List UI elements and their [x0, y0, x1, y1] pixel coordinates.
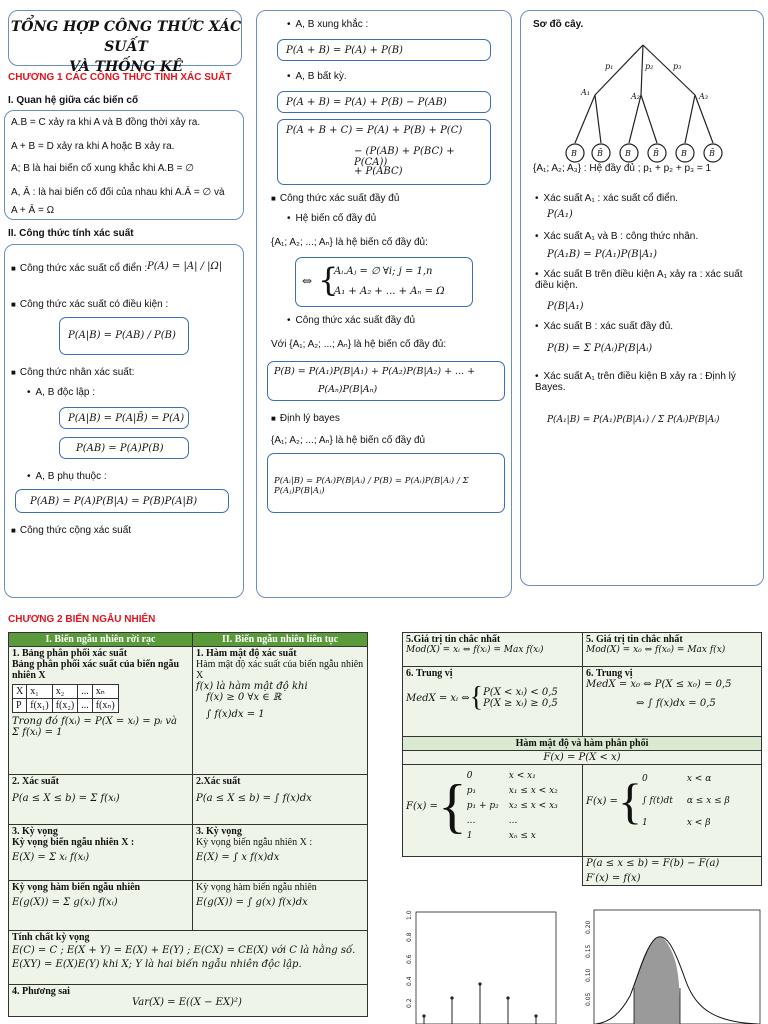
- independent-formula-2: P(AB) = P(A)P(B): [76, 443, 164, 454]
- cdf-dc-4: xₙ ≤ x: [508, 830, 536, 841]
- complete-system-f2: A₁ + A₂ + ... + Aₙ = Ω: [334, 286, 445, 297]
- chapter1-heading: CHƯƠNG 1 CÁC CÔNG THỨC TÍNH XÁC SUẤT: [8, 72, 232, 83]
- cdf-c-1: ∫ f(t)dt: [641, 796, 673, 806]
- continuous-func-expect-formula: E(g(X)) = ∫ g(x) f(x)dx: [196, 897, 308, 908]
- cdf-continuous-brace: {: [617, 773, 642, 829]
- tree-p3: p₃: [673, 62, 682, 71]
- median-discrete-2: P(X ≥ xᵢ) ≥ 0,5: [483, 698, 558, 709]
- item-5: • Xác suất A₁ trên điều kiện B xảy ra : Định lý Bayes.: [535, 371, 759, 393]
- section1-heading: I. Quan hệ giữa các biến cố: [8, 95, 139, 106]
- cdf-d-4: 1: [466, 830, 473, 841]
- three-formula-2: − (P(AB) + P(BC) + P(CA)): [354, 146, 455, 168]
- discrete-distribution-title: 1. Bảng phân phối xác suất: [12, 648, 128, 659]
- median-continuous-1: MedX = x₀ ⇔ P(X ≤ x₀) = 0,5: [586, 679, 732, 690]
- cdf-prop-2: F′(x) = f(x): [586, 873, 641, 884]
- pdf-plot: [580, 906, 764, 1024]
- pmf-tick-1: 1.0: [406, 910, 413, 920]
- pmf-tick-2: 0.8: [406, 932, 413, 942]
- pdf-tick-2: 0.15: [585, 944, 592, 958]
- cdf-dc-3: ...: [508, 815, 518, 826]
- distribution-table: [402, 632, 762, 886]
- tree-a3: A₃: [699, 92, 708, 101]
- discrete-expect-title: 3. Kỳ vọng: [12, 826, 58, 837]
- conditional-formula: P(A|B) = P(AB) / P(B): [68, 330, 176, 341]
- median-discrete-title: 6. Trung vị: [406, 668, 453, 679]
- tree-a1: A₁: [581, 88, 590, 97]
- pmf-sum: Σ f(xᵢ) = 1: [12, 727, 63, 738]
- median-discrete-lhs: MedX = xᵢ ⇔: [406, 692, 470, 704]
- complete-system-arrow: ⇔: [302, 274, 313, 288]
- cdf-d-3: ...: [466, 815, 476, 826]
- pdf-tick-1: 0.20: [585, 920, 592, 934]
- right-panel: [520, 10, 764, 586]
- bayes-def: {A₁; A₂; ...; Aₙ} là hệ biến cố đầy đủ: [271, 435, 426, 446]
- tree-heading: Sơ đồ cây.: [533, 19, 584, 30]
- expect-properties-1: E(C) = C ; E(X + Y) = E(X) + E(Y) ; E(CX) = CE(X) với C là hằng số.: [12, 945, 356, 956]
- pmf-tick-3: 0.6: [406, 954, 413, 964]
- median-discrete-cell: [403, 667, 583, 737]
- three-formula-3: + P(ABC): [354, 166, 403, 177]
- tree-leaf-4: B̄: [653, 149, 659, 158]
- continuous-expect-title: 3. Kỳ vọng: [196, 826, 242, 837]
- relation-5: A + Ā = Ω: [11, 205, 55, 216]
- pmf-x-3: ...: [78, 685, 93, 699]
- mode-continuous-cell: [583, 633, 762, 667]
- continuous-prob-title: 2.Xác suất: [196, 776, 241, 787]
- continuous-prob-formula: P(a ≤ X ≤ b) = ∫ f(x)dx: [196, 793, 312, 804]
- classic-formula: P(A) = |A| / |Ω|: [147, 261, 223, 272]
- independent-formula-1: P(A|B) = P(A|B̄) = P(A): [68, 413, 185, 424]
- discrete-prob-title: 2. Xác suất: [12, 776, 59, 787]
- random-variable-table: [8, 632, 368, 1017]
- mode-discrete-cell: [403, 633, 583, 667]
- discrete-func-expect-cell: [9, 881, 193, 931]
- cdf-def: F(x) = P(X < x): [543, 752, 621, 763]
- continuous-func-expect-title: Kỳ vọng hàm biến ngẫu nhiên: [196, 882, 317, 893]
- median-continuous-2: ⇔ ∫ f(x)dx = 0,5: [636, 698, 716, 709]
- dependent-formula: P(AB) = P(A)P(B|A) = P(B)P(A|B): [30, 496, 198, 507]
- mode-discrete-formula: Mod(X) = xᵢ ⇔ f(xᵢ) = Max f(xᵢ): [406, 645, 544, 655]
- bayes-formula-box: [267, 453, 505, 513]
- any-label: • A, B bất kỳ.: [287, 71, 347, 82]
- complete-system-f1: Aᵢ.Aⱼ = ∅ ∀i; j = 1,n: [334, 266, 433, 277]
- relations-box: [4, 110, 244, 220]
- pmf-plot: [400, 906, 560, 1024]
- exclusive-label: • A, B xung khắc :: [287, 19, 368, 30]
- discrete-prob-formula: P(a ≤ X ≤ b) = Σ f(xᵢ): [12, 793, 120, 804]
- cdf-dc-0: x < x₁: [508, 770, 536, 781]
- relation-4: A, Ā : là hai biến cố đối của nhau khi A.Ā = ∅ và: [11, 187, 225, 198]
- expect-properties-2: E(XY) = E(X)E(Y) khi X; Y là hai biến ngẫu nhiên độc lập.: [12, 959, 302, 970]
- cdf-continuous-cell: [583, 765, 762, 857]
- pmf-table: [12, 684, 119, 713]
- pmf-x-1: x₁: [27, 685, 52, 699]
- density-cond: f(x) là hàm mật độ khi: [196, 681, 308, 692]
- page-title: [9, 17, 243, 77]
- item-1: • Xác suất A₁ : xác suất cổ điển.: [535, 193, 678, 204]
- item-4: • Xác suất B : xác suất đầy đủ.: [535, 321, 673, 332]
- continuous-header: II. Biến ngẫu nhiên liên tục: [193, 633, 368, 647]
- density-title: 1. Hàm mật độ xác suất: [196, 648, 297, 659]
- title-box: [8, 10, 242, 75]
- pdf-tick-3: 0.10: [585, 968, 592, 982]
- complete-system-label: • Hệ biến cố đầy đủ: [287, 213, 376, 224]
- cdf-def-cell: [403, 751, 762, 765]
- continuous-expect-sub: Kỳ vọng biến ngẫu nhiên X :: [196, 837, 313, 848]
- item-2: • Xác suất A₁ và B : công thức nhân.: [535, 231, 698, 242]
- cdf-cc-1: α ≤ x ≤ β: [686, 796, 730, 806]
- pmf-tick-4: 0.4: [406, 976, 413, 986]
- relation-3: A; B là hai biến cố xung khắc khi A.B = ∅: [11, 163, 194, 174]
- mode-continuous-title: 5. Giá trị tin chắc nhất: [586, 634, 683, 645]
- tree-leaf-1: B: [571, 149, 577, 158]
- tree-leaf-3: B: [625, 149, 631, 158]
- classic-label: ■ Công thức xác suất cổ điển :: [11, 263, 147, 274]
- cdf-d-2: p₁ + p₂: [466, 800, 499, 811]
- three-formula-box: [277, 119, 491, 185]
- relation-1: A.B = C xảy ra khi A và B đồng thời xảy ra.: [11, 117, 201, 128]
- exclusive-formula-box: [277, 39, 491, 61]
- cdf-prop-1: P(a ≤ x ≤ b) = F(b) − F(a): [586, 858, 720, 869]
- mode-discrete-title: 5.Giá trị tin chắc nhất: [406, 634, 501, 645]
- pmf-x-2: x₂: [52, 685, 77, 699]
- pmf-p-4: f(xₙ): [92, 699, 118, 713]
- addition-label: ■ Công thức cộng xác suất: [11, 525, 131, 536]
- cdf-c-2: 1: [641, 818, 648, 828]
- title-line1: TỔNG HỢP CÔNG THỨC XÁC SUẤT: [10, 19, 242, 55]
- cdf-dc-2: x₂ ≤ x < x₃: [508, 800, 558, 811]
- any-formula: P(A + B) = P(A) + P(B) − P(AB): [286, 97, 447, 108]
- continuous-func-expect-cell: [193, 881, 368, 931]
- pdf-tick-4: 0.05: [585, 992, 592, 1006]
- complete-system-brace: {: [318, 261, 339, 299]
- conditional-formula-box: [59, 317, 189, 355]
- discrete-expect-formula: E(X) = Σ xᵢ f(xᵢ): [12, 852, 90, 863]
- item-2-formula: P(A₁B) = P(A₁)P(B|A₁): [547, 249, 658, 260]
- three-formula-1: P(A + B + C) = P(A) + P(B) + P(C): [286, 125, 463, 136]
- title-line2: VÀ THỐNG KÊ: [69, 59, 183, 75]
- pmf-x-0: X: [13, 685, 27, 699]
- tree-diagram: [561, 41, 741, 171]
- item-4-formula: P(B) = Σ P(Aᵢ)P(B|Aᵢ): [547, 343, 653, 354]
- density-cond-2: ∫ f(x)dx = 1: [206, 709, 265, 720]
- cdf-d-1: p₁: [466, 785, 477, 796]
- mode-continuous-formula: Mod(X) = x₀ ⇔ f(x₀) = Max f(x): [586, 645, 726, 655]
- discrete-distribution-sub: Bảng phân phối xác suất của biến ngẫu nhiên X: [12, 659, 180, 681]
- cdf-dc-1: x₁ ≤ x < x₂: [508, 785, 558, 796]
- expect-properties-cell: [9, 931, 368, 985]
- middle-panel: [256, 10, 512, 598]
- continuous-expect-cell: [193, 825, 368, 881]
- discrete-expect-sub: Kỳ vọng biến ngẫu nhiên X :: [12, 837, 135, 848]
- bayes-formula: P(Aᵢ|B) = P(Aᵢ)P(B|Aᵢ) / P(B) = P(Aᵢ)P(B|Aᵢ) / Σ P(Aⱼ)P(B|Aⱼ): [274, 476, 469, 496]
- median-continuous-cell: [583, 667, 762, 737]
- dependent-label: • A, B phụ thuộc :: [27, 471, 107, 482]
- discrete-func-expect-formula: E(g(X)) = Σ g(xᵢ) f(xᵢ): [12, 897, 118, 908]
- item-3-formula: P(B|A₁): [547, 301, 584, 312]
- complete-system-note: {A₁; A₂; A₃} : Hệ đầy đủ ; p₁ + p₂ + p₃ = 1: [533, 163, 712, 174]
- cdf-header-text: Hàm mật độ và hàm phân phối: [515, 738, 649, 749]
- total-prob-formula-box: [267, 361, 505, 401]
- multiplication-label: ■ Công thức nhân xác suất:: [11, 367, 134, 378]
- discrete-prob-cell: [9, 775, 193, 825]
- section2-heading: II. Công thức tính xác suất: [8, 228, 134, 239]
- tree-leaf-5: B: [681, 149, 687, 158]
- cdf-c-0: 0: [641, 774, 648, 784]
- cdf-cc-0: x < α: [686, 774, 712, 784]
- total-prob-formula-1: P(B) = P(A₁)P(B|A₁) + P(A₂)P(B|A₂) + ... +: [274, 366, 476, 377]
- item-3: • Xác suất B trên điều kiện A₁ xảy ra : xác suất điều kiện.: [535, 269, 759, 291]
- cdf-cc-2: x < β: [686, 818, 711, 828]
- pmf-p-3: ...: [78, 699, 93, 713]
- tree-a2: A₂: [631, 92, 640, 101]
- median-brace: {: [469, 682, 484, 713]
- continuous-prob-cell: [193, 775, 368, 825]
- total-prob-sub-label: • Công thức xác suất đầy đủ: [287, 315, 415, 326]
- discrete-expect-cell: [9, 825, 193, 881]
- empty-cell: [403, 857, 583, 886]
- dependent-formula-box: [15, 489, 229, 513]
- bayes-label: ■ Định lý bayes: [271, 413, 340, 424]
- tree-p2: p₂: [645, 62, 654, 71]
- total-prob-label: ■ Công thức xác suất đầy đủ: [271, 193, 399, 204]
- continuous-expect-formula: E(X) = ∫ x f(x)dx: [196, 852, 280, 863]
- density-sub: Hàm mật độ xác suất của biến ngẫu nhiên X: [196, 659, 364, 681]
- total-prob-with: Với {A₁; A₂; ...; Aₙ} là hệ biến cố đầy đủ:: [271, 339, 447, 350]
- pmf-p-0: P: [13, 699, 27, 713]
- independent-formula-box-2: [59, 437, 189, 459]
- continuous-density-cell: [193, 647, 368, 775]
- cdf-discrete-lhs: F(x) =: [406, 800, 438, 812]
- cdf-d-0: 0: [466, 770, 473, 781]
- median-discrete-1: P(X < xᵢ) < 0,5: [483, 687, 558, 698]
- item-5-formula: P(A₁|B) = P(A₁)P(B|A₁) / Σ P(Aᵢ)P(B|Aᵢ): [547, 415, 720, 425]
- cdf-discrete-brace: {: [437, 773, 467, 839]
- item-1-formula: P(A₁): [547, 209, 573, 220]
- total-prob-formula-2: P(Aₙ)P(B|Aₙ): [318, 384, 378, 395]
- chapter2-heading: CHƯƠNG 2 BIẾN NGẪU NHIÊN: [8, 614, 156, 625]
- density-cond-1: f(x) ≥ 0 ∀x ∈ ℝ: [206, 692, 282, 703]
- pmf-p-1: f(x₁): [27, 699, 52, 713]
- discrete-header: I. Biến ngẫu nhiên rời rạc: [9, 633, 193, 647]
- relation-2: A + B = D xảy ra khi A hoặc B xảy ra.: [11, 141, 175, 152]
- variance-formula: Var(X) = E((X − EX)²): [132, 997, 242, 1008]
- conditional-label: ■ Công thức xác suất có điều kiện :: [11, 299, 168, 310]
- variance-title: 4. Phương sai: [12, 986, 70, 997]
- cdf-props-cell: [583, 857, 762, 886]
- cdf-discrete-cell: [403, 765, 583, 857]
- independent-label: • A, B độc lập :: [27, 387, 95, 398]
- discrete-func-expect-title: Kỳ vọng hàm biến ngẫu nhiên: [12, 882, 141, 893]
- pmf-tick-5: 0.2: [406, 998, 413, 1008]
- complete-system-def: {A₁; A₂; ...; Aₙ} là hệ biến cố đầy đủ:: [271, 237, 428, 248]
- variance-cell: [9, 985, 368, 1017]
- pmf-note: Trong đó f(xᵢ) = P(X = xᵢ) = pᵢ và: [12, 716, 177, 727]
- any-formula-box: [277, 91, 491, 113]
- independent-formula-box-1: [59, 407, 189, 429]
- formulas-box: [4, 244, 244, 598]
- tree-leaf-2: B̄: [597, 149, 603, 158]
- complete-system-box: [295, 257, 473, 307]
- discrete-distribution-cell: [9, 647, 193, 775]
- expect-properties-title: Tính chất kỳ vọng: [12, 932, 90, 943]
- median-continuous-title: 6. Trung vị: [586, 668, 633, 679]
- cdf-continuous-lhs: F(x) =: [586, 795, 618, 807]
- pmf-x-4: xₙ: [92, 685, 118, 699]
- tree-leaf-6: B̄: [709, 149, 715, 158]
- cdf-header: [403, 737, 762, 751]
- pmf-p-2: f(x₂): [52, 699, 77, 713]
- tree-p1: p₁: [605, 62, 614, 71]
- exclusive-formula: P(A + B) = P(A) + P(B): [286, 45, 403, 56]
